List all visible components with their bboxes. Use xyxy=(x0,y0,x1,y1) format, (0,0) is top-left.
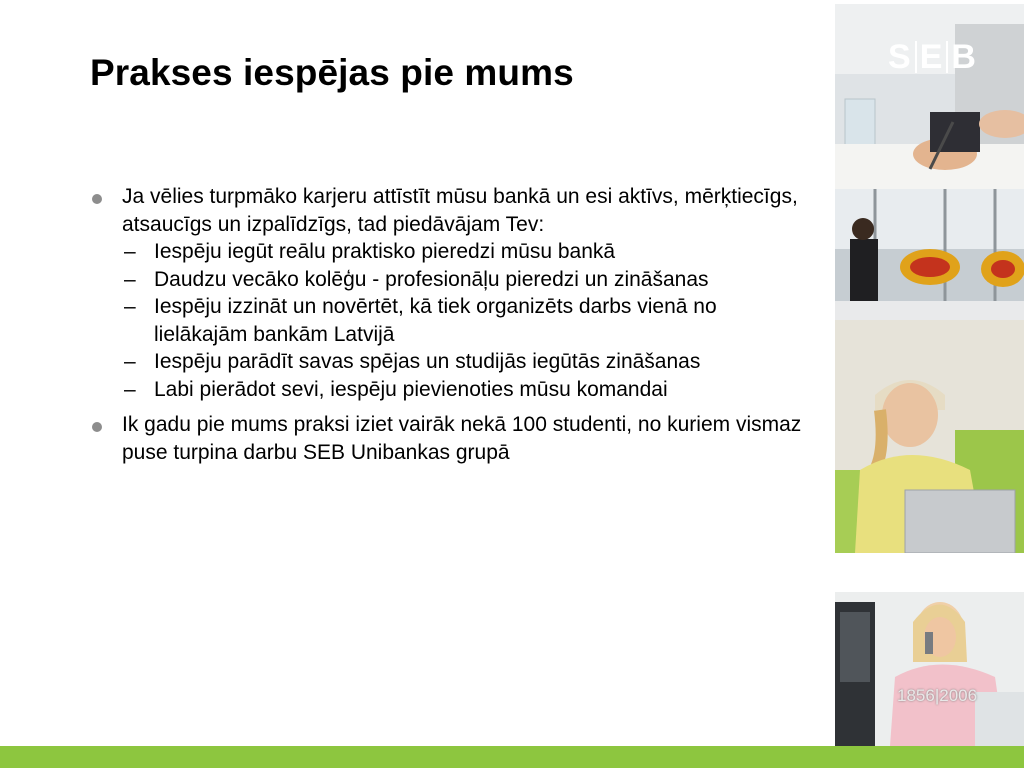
logo-letter: E xyxy=(919,37,944,76)
bullet-dot-icon xyxy=(92,422,102,432)
woman-laptop-photo xyxy=(835,320,1024,553)
woman-phone-photo xyxy=(835,592,1024,746)
sub-item-text: Labi pierādot sevi, iespēju pievienoties mūsu komandai xyxy=(154,377,668,401)
footer-accent-bar xyxy=(0,746,1024,768)
sub-list xyxy=(122,238,815,403)
sub-item xyxy=(122,266,815,294)
sub-item-text: Iespēju parādīt savas spējas un studijās iegūtās zināšanas xyxy=(154,350,701,373)
slide-content xyxy=(90,183,815,474)
dash-icon: – xyxy=(124,240,136,263)
logo-letter: S xyxy=(888,37,912,76)
bullet-text: Ik gadu pie mums praksi iziet vairāk nekā 100 studenti, no kuriem vismaz puse turpina darbu SEB Unibankas grupā xyxy=(122,413,802,464)
dash-icon: – xyxy=(124,267,136,291)
sub-item-text: Iespēju izzināt un novērtēt, kā tiek organizēts darbs vienā no lielākajām bankām Latvijā xyxy=(154,295,717,346)
bullet-dot-icon xyxy=(92,194,102,204)
slide-title: Prakses iespējas pie mums xyxy=(90,52,574,93)
sub-item xyxy=(122,376,815,404)
sub-item-text: Daudzu vecāko kolēģu - profesionāļu pieredzi un zināšanas xyxy=(154,267,709,291)
bullet-item xyxy=(90,411,815,466)
logo-letter: B xyxy=(951,37,977,76)
dash-icon: – xyxy=(124,377,136,401)
sub-item xyxy=(122,238,815,266)
office-handwriting-photo xyxy=(835,4,1024,189)
dash-icon: – xyxy=(124,295,136,318)
bullet-item xyxy=(90,183,815,403)
office-woman-photo xyxy=(835,189,1024,320)
sub-item xyxy=(122,293,815,348)
sub-item xyxy=(122,348,815,376)
dash-icon: – xyxy=(124,350,136,373)
seb-logo xyxy=(888,37,1008,77)
logo-separator xyxy=(946,41,948,73)
bullet-text: Ja vēlies turpmāko karjeru attīstīt mūsu bankā un esi aktīvs, mērķtiecīgs, atsaucīgs un izpalīdzīgs, tad piedāvājam Tev: xyxy=(122,185,798,236)
anniversary-mark: 1856|2006 xyxy=(897,686,978,705)
logo-separator xyxy=(915,41,917,73)
sub-item-text: Iespēju iegūt reālu praktisko pieredzi mūsu bankā xyxy=(154,240,616,263)
